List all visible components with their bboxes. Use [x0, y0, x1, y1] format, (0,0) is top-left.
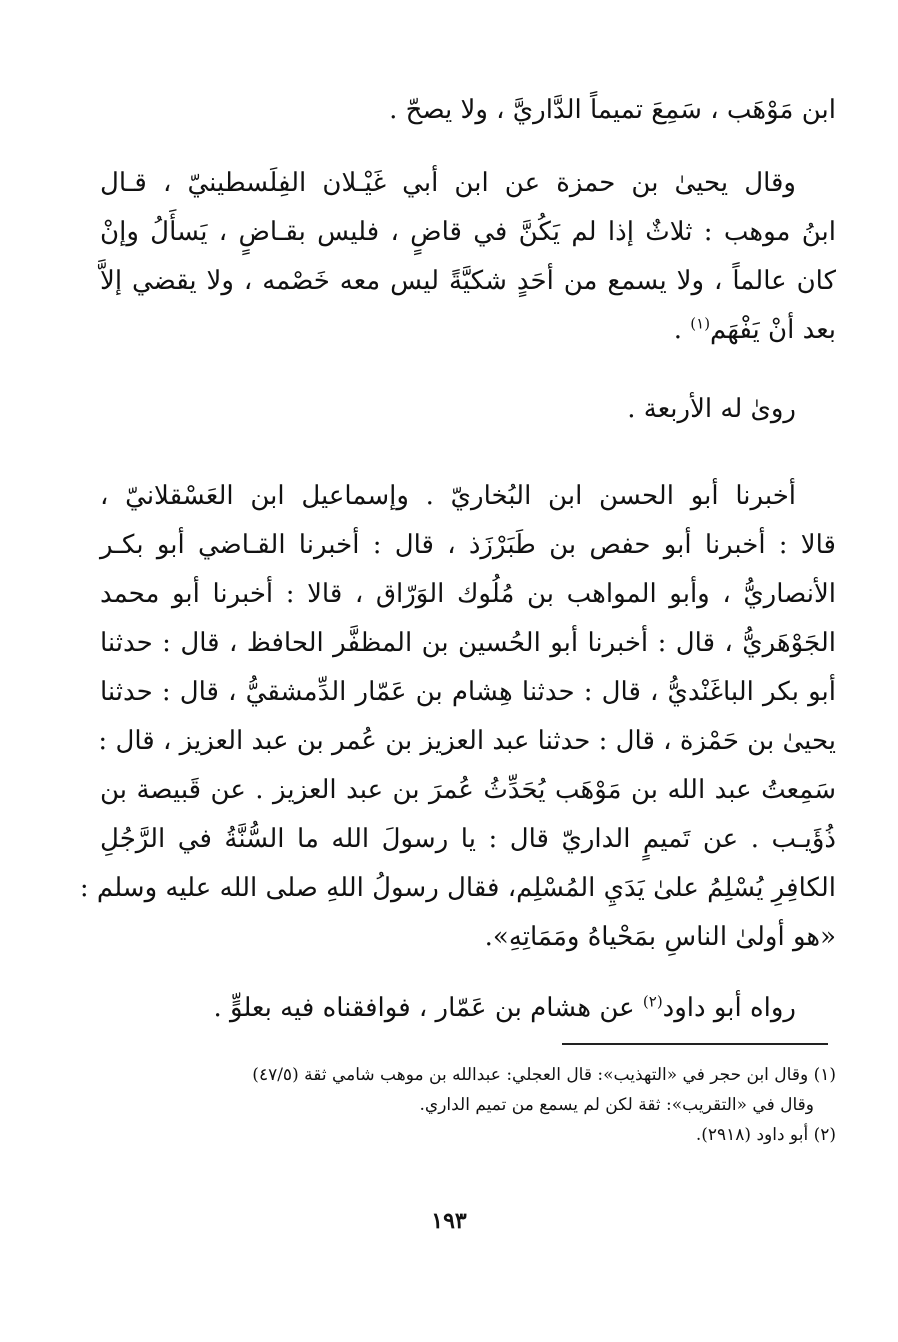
paragraph-1 — [100, 86, 836, 135]
page-number: ١٩٣ — [431, 1208, 467, 1234]
paragraph-2 — [100, 159, 836, 355]
text-line: ابنُ موهب : ثلاثٌ إذا لم يَكُنَّ في قاضٍ ، فليس بقـاضٍ ، يَسأَلُ وإنْ — [100, 217, 836, 247]
text-segment: . — [673, 315, 691, 345]
text-line: يحيىٰ بن حَمْزة ، قال : حدثنا عبد العزيز بن عُمر بن عبد العزيز ، قال : — [98, 726, 836, 756]
footnote-divider — [562, 1043, 828, 1045]
text-line: سَمِعتُ عبد الله بن مَوْهَب يُحَدِّثُ عُمرَ بن عبد العزيز . عن قَبيصة بن — [100, 775, 836, 805]
text-line: وقال يحيىٰ بن حمزة عن ابن أبي غَيْـلان الفِلَسطينيّ ، قـال — [100, 168, 796, 198]
paragraph-5 — [100, 984, 836, 1033]
text-line: كان عالماً ، ولا يسمع من أحَدٍ شكيَّةً ليس معه خَصْمه ، ولا يقضي إلاَّ — [100, 266, 836, 296]
paragraph-4-isnad — [79, 472, 836, 962]
text-line: أخبرنا أبو الحسن ابن البُخاريّ . وإسماعيل ابن العَسْقلانيّ ، — [100, 481, 796, 511]
footnote-1: (١) وقال ابن حجر في «التهذيب»: قال العجلي: عبدالله بن موهب شامي ثقة (٤٧/٥) — [252, 1065, 836, 1085]
text-line: الأنصاريُّ ، وأبو المواهب بن مُلُوك الوَرّاق ، قالا : أخبرنا أبو محمد — [100, 579, 836, 609]
text-line-last — [100, 306, 836, 355]
text-segment: عن هشام بن عَمّار ، فوافقناه فيه بعلوٍّ . — [213, 993, 643, 1023]
paragraph-3 — [100, 385, 836, 434]
footnote-ref-1[interactable]: (١) — [690, 314, 711, 333]
text-line: قالا : أخبرنا أبو حفص بن طَبَرْزَذ ، قال : أخبرنا القـاضي أبو بكـر — [100, 530, 836, 560]
text-line: الكافِرِ يُسْلِمُ علىٰ يَدَيِ المُسْلِم، فقال رسولُ اللهِ صلى الله عليه وسلم : — [79, 873, 836, 903]
text-line: أبو بكر الباغَنْديُّ ، قال : حدثنا هِشام بن عَمّار الدِّمشقيُّ ، قال : حدثنا — [100, 677, 836, 707]
text-line: الجَوْهَريُّ ، قال : أخبرنا أبو الحُسين بن المظفَّر الحافظ ، قال : حدثنا — [100, 628, 836, 658]
text-segment: بعد أنْ يَفْهَم — [710, 315, 836, 345]
footnotes — [100, 1060, 836, 1150]
text-line: ذُؤَيـب . عن تَميمٍ الداريّ قال : يا رسولَ الله ما السُّنَّةُ في الرَّجُلِ — [100, 824, 836, 854]
text-line: رویٰ له الأربعة . — [627, 394, 796, 424]
footnote-1-continued: وقال في «التقريب»: ثقة لكن لم يسمع من تميم الداري. — [419, 1095, 814, 1115]
text-line: «هو أولىٰ الناسِ بمَحْياهُ ومَمَاتِهِ». — [484, 922, 836, 952]
footnote-ref-2[interactable]: (٢) — [642, 992, 663, 1011]
text-line — [100, 984, 836, 1033]
text-line: ابن مَوْهَب ، سَمِعَ تميماً الدَّاريَّ ، ولا يصحّ . — [389, 95, 836, 125]
text-segment: رواه أبو داود — [662, 993, 796, 1023]
footnote-2: (٢) أبو داود (٢٩١٨). — [695, 1125, 836, 1145]
